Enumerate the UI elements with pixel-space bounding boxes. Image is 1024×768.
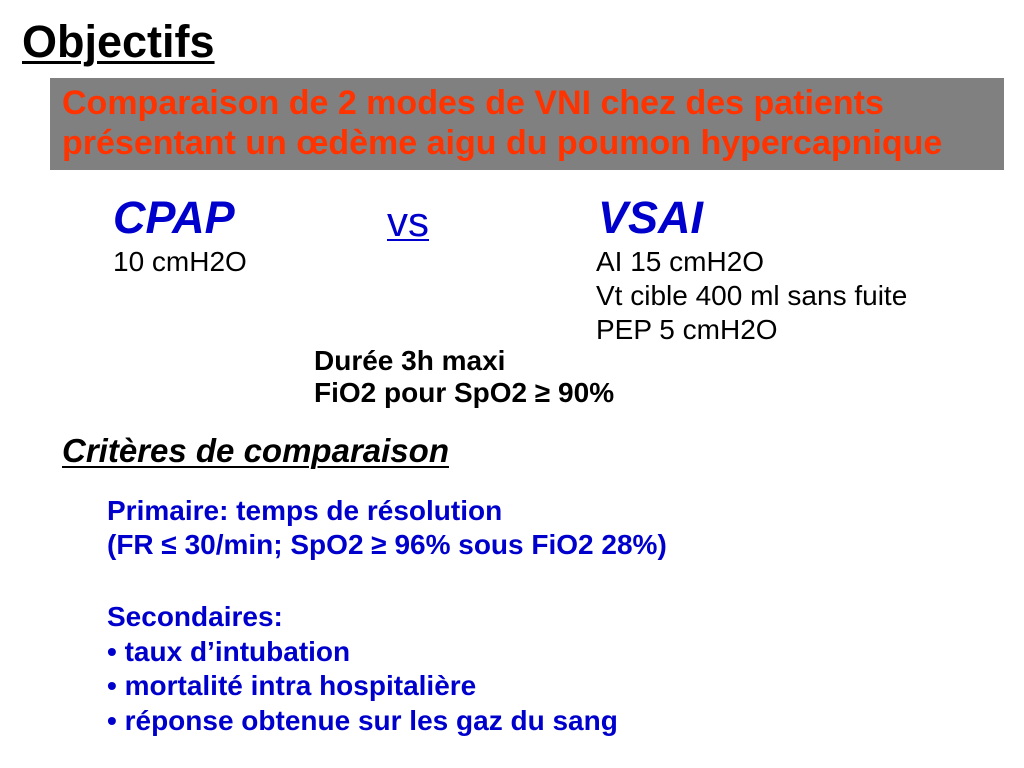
primary-criterion-line: Primaire: temps de résolution <box>107 495 503 526</box>
vsai-settings <box>596 245 907 347</box>
secondary-criteria <box>107 600 618 739</box>
secondary-criterion-item <box>107 635 618 670</box>
versus-label: vs <box>387 198 429 245</box>
secondary-criterion-item <box>107 669 618 704</box>
secondary-criterion-item <box>107 704 618 739</box>
secondary-criterion-text: taux d’intubation <box>124 635 351 667</box>
objective-banner <box>50 78 1004 170</box>
secondary-criterion-text: mortalité intra hospitalière <box>124 670 477 702</box>
bullet: • <box>107 635 117 667</box>
banner-line: Comparaison de 2 modes de VNI chez des patients <box>62 84 884 122</box>
vsai-setting: Vt cible 400 ml sans fuite <box>596 280 908 311</box>
cpap-settings <box>113 245 247 279</box>
banner-line: présentant un œdème aigu du poumon hypercapnique <box>62 124 943 162</box>
mode-vsai: VSAI <box>598 192 704 243</box>
slide-title: Objectifs <box>22 16 215 67</box>
cpap-setting: 10 cmH2O <box>113 246 247 277</box>
primary-criterion <box>107 494 667 562</box>
common-setting: Durée 3h maxi <box>314 345 506 376</box>
criteria-heading: Critères de comparaison <box>62 432 449 469</box>
primary-criterion-line: (FR ≤ 30/min; SpO2 ≥ 96% sous FiO2 28%) <box>107 529 667 560</box>
common-settings <box>314 345 614 409</box>
secondary-criterion-text: réponse obtenue sur les gaz du sang <box>124 705 618 737</box>
bullet: • <box>107 670 117 702</box>
mode-cpap: CPAP <box>113 192 235 243</box>
vsai-setting: AI 15 cmH2O <box>596 246 765 277</box>
vsai-setting: PEP 5 cmH2O <box>596 314 778 345</box>
secondary-criteria-heading: Secondaires: <box>107 601 283 632</box>
bullet: • <box>107 705 117 737</box>
common-setting: FiO2 pour SpO2 ≥ 90% <box>314 377 615 408</box>
